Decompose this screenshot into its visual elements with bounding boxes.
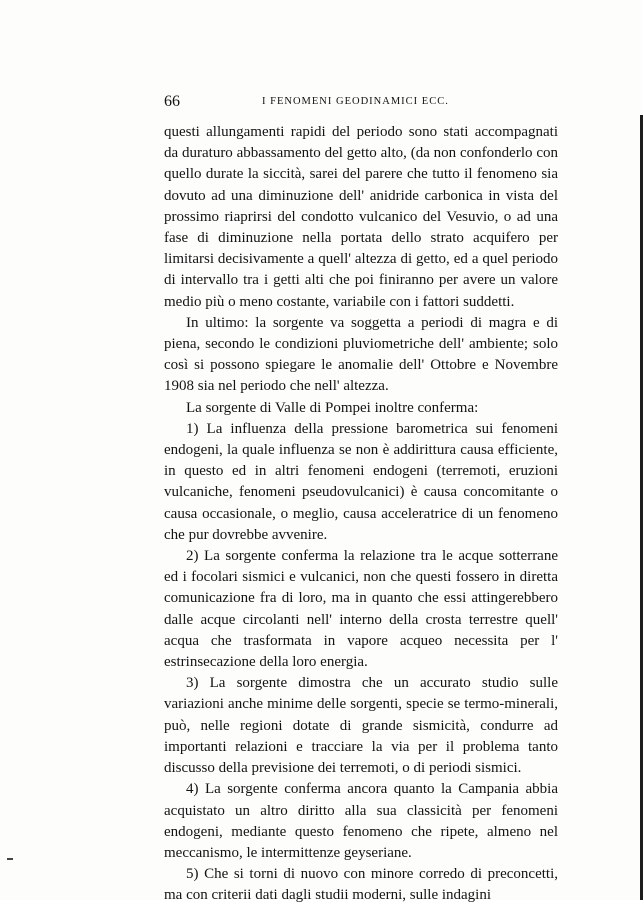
list-item-5: 5) Che si torni di nuovo con minore corredo di preconcetti, ma con criterii dati dagli studii moderni, sulle indagini — [164, 866, 558, 904]
list-item-1: 1) La influenza della pressione barometrica sui fenomeni endogeni, la quale influenza se non è addirittura causa efficiente, in questo ed in altri fenomeni endogeni (terremoti, eruzioni vulcaniche, fenomeni pseudovulcanici) è causa concomitante o causa occasionale, o meglio, causa acceleratrice di un fenomeno che pur dovrebbe avvenire. — [164, 420, 558, 543]
body-text — [164, 122, 558, 907]
paragraph-conferma-intro: La sorgente di Valle di Pompei inoltre conferma: — [186, 399, 479, 416]
list-item-4: 4) La sorgente conferma ancora quanto la Campania abbia acquistato un altro diritto alla sua classicità per fenomeni endogeni, mediante questo fenomeno che ripete, almeno nel meccanismo, le intermittenze geyseriane. — [164, 781, 558, 861]
page-number: 66 — [164, 93, 180, 110]
page-header — [164, 93, 558, 113]
scan-mark — [7, 858, 13, 860]
paragraph-in-ultimo: In ultimo: la sorgente va soggetta a periodi di magra e di piena, secondo le condizioni pluviometriche dell' ambiente; solo così si possono spiegare le anomalie dell' Ottobre e Novembre 1908 sia nel periodo che nell' altezza. — [164, 314, 558, 395]
running-title: I FENOMENI GEODINAMICI ECC. — [262, 96, 449, 107]
list-item-3: 3) La sorgente dimostra che un accurato studio sulle variazioni anche minime delle sorgenti, specie se termo-minerali, può, nelle regioni dotate di grande sismicità, condurre ad importanti relazioni e tracciare la via per il problema tanto discusso della previsione dei terremoti, o di periodi sismici. — [164, 675, 558, 777]
list-item-2: 2) La sorgente conferma la relazione tra le acque sotterrane ed i focolari sismici e vulcanici, non che questi fossero in diretta comunicazione fra di loro, ma in quanto che essi attingerebbero dalle acque circolanti nell' interno della crosta terrestre quell' acqua che trasformata in vapore acqueo necessita per l' estrinsecazione della loro energia. — [164, 548, 558, 671]
paragraph-continuation: questi allungamenti rapidi del periodo sono stati accompagnati da duraturo abbassamento del getto alto, (da non confonderlo con quello durate la siccità, sarei del parere che tutto il fenomeno sia dovuto ad una diminuzione dell' anidride carbonica in vista del prossimo riaprirsi del condotto vulcanico del Vesuvio, o ad una fase di diminuzione nella portata dello strato acquifero per limitarsi decisivamente a quell' altezza di getto, ed a quel periodo di intervallo tra i getti alti che poi finiranno per avere un valore medio più o meno costante, variabile con i fattori suddetti. — [164, 124, 558, 310]
